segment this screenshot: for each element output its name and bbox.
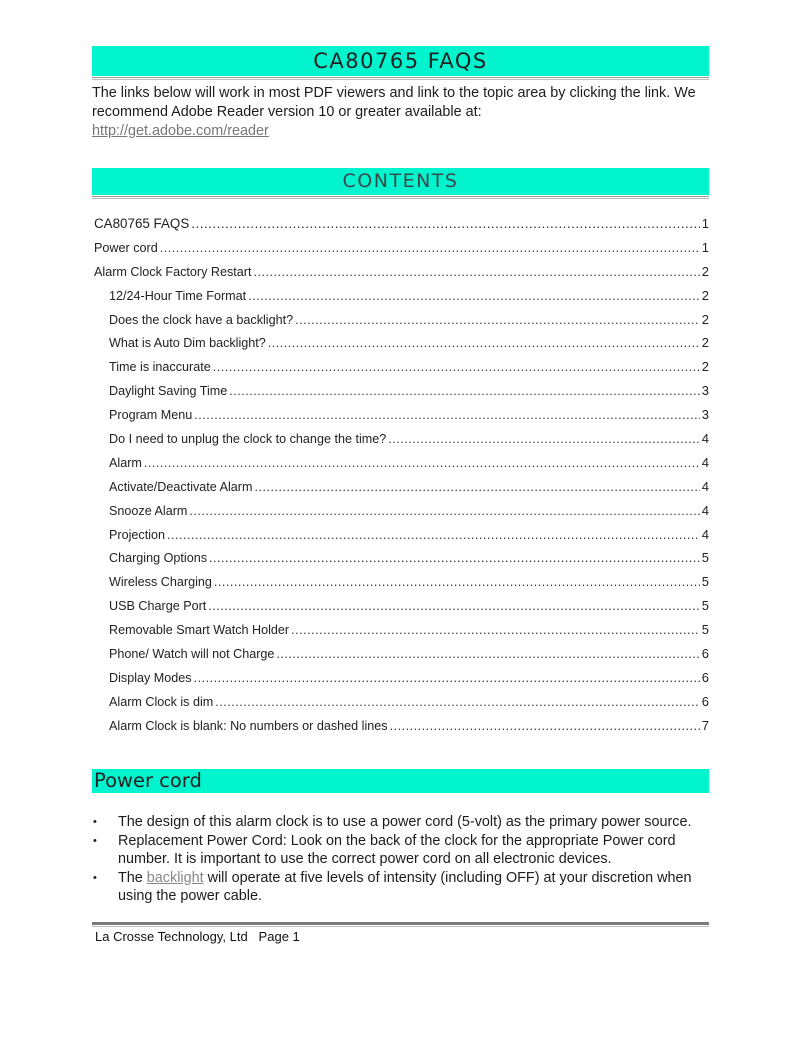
bullet-text: Replacement Power Cord: Look on the back of the clock for the appropriate Power cord number. It is important to use the correct power cord on all electronic devices.: [118, 832, 676, 867]
toc-entry[interactable]: [92, 264, 709, 288]
toc-entry[interactable]: [92, 622, 709, 646]
toc-leader-dots: [189, 504, 699, 518]
table-of-contents: [92, 216, 709, 742]
toc-entry[interactable]: [92, 646, 709, 670]
toc-entry-page[interactable]: 2: [701, 263, 709, 279]
toc-entry-page[interactable]: 4: [701, 478, 709, 494]
toc-entry-label[interactable]: Snooze Alarm: [109, 503, 188, 518]
toc-entry[interactable]: [92, 479, 709, 503]
toc-entry[interactable]: [92, 574, 709, 598]
toc-leader-dots: [253, 265, 699, 279]
toc-leader-dots: [191, 216, 699, 231]
toc-entry[interactable]: [92, 550, 709, 574]
toc-entry-label[interactable]: Does the clock have a backlight?: [109, 312, 294, 327]
bullet-icon: •: [93, 815, 97, 828]
toc-leader-dots: [276, 647, 699, 661]
toc-leader-dots: [255, 480, 700, 494]
toc-entry-label[interactable]: USB Charge Port: [109, 599, 207, 614]
toc-entry-page[interactable]: 1: [701, 216, 709, 231]
toc-entry[interactable]: [92, 455, 709, 479]
toc-leader-dots: [268, 336, 700, 350]
toc-leader-dots: [167, 528, 700, 542]
toc-entry-page[interactable]: 2: [701, 311, 709, 327]
toc-entry[interactable]: [92, 431, 709, 455]
toc-entry[interactable]: [92, 503, 709, 527]
toc-entry-label[interactable]: 12/24-Hour Time Format: [109, 288, 247, 303]
toc-entry[interactable]: [92, 694, 709, 718]
power-cord-list: [92, 813, 709, 905]
toc-entry-page[interactable]: 4: [701, 431, 709, 447]
toc-entry-page[interactable]: 5: [701, 550, 709, 566]
toc-leader-dots: [291, 623, 700, 637]
toc-entry[interactable]: [92, 527, 709, 551]
toc-leader-dots: [209, 551, 700, 565]
title-divider-secondary: [92, 79, 709, 80]
toc-leader-dots: [295, 313, 700, 327]
bullet-text: The design of this alarm clock is to use a power cord (5-volt) as the primary power source.: [118, 813, 692, 830]
toc-entry-page[interactable]: 6: [701, 693, 709, 709]
toc-leader-dots: [160, 241, 700, 255]
toc-entry-page[interactable]: 1: [701, 239, 709, 255]
intro-paragraph: [92, 84, 709, 141]
toc-entry[interactable]: [92, 312, 709, 336]
toc-entry[interactable]: [92, 598, 709, 622]
toc-entry-page[interactable]: 5: [701, 598, 709, 614]
page-content: [92, 46, 709, 906]
toc-entry-label[interactable]: Alarm: [109, 455, 142, 470]
toc-entry-label[interactable]: Projection: [109, 527, 166, 542]
toc-entry-page[interactable]: 6: [701, 669, 709, 685]
toc-entry-label[interactable]: CA80765 FAQS: [94, 216, 190, 231]
footer-divider-secondary: [92, 926, 709, 927]
contents-heading: CONTENTS: [92, 168, 709, 195]
bullet-text-post: will operate at five levels of intensity (including OFF) at your discretion when using the power cable.: [118, 869, 692, 904]
toc-leader-dots: [215, 695, 700, 709]
toc-entry-label[interactable]: What is Auto Dim backlight?: [109, 336, 266, 351]
toc-entry-label[interactable]: Program Menu: [109, 408, 193, 423]
toc-entry-label[interactable]: Alarm Clock is dim: [109, 694, 214, 709]
toc-entry-page[interactable]: 3: [701, 407, 709, 423]
toc-entry-page[interactable]: 4: [701, 526, 709, 542]
toc-entry-page[interactable]: 6: [701, 646, 709, 662]
toc-entry-page[interactable]: 2: [701, 335, 709, 351]
toc-entry-page[interactable]: 7: [701, 717, 709, 733]
footer-divider: [92, 922, 709, 925]
toc-entry-page[interactable]: 4: [701, 454, 709, 470]
toc-leader-dots: [229, 384, 699, 398]
toc-entry-page[interactable]: 5: [701, 574, 709, 590]
toc-entry[interactable]: [92, 383, 709, 407]
toc-leader-dots: [194, 408, 699, 422]
toc-entry-page[interactable]: 2: [701, 359, 709, 375]
toc-entry-label[interactable]: Time is inaccurate: [109, 360, 211, 375]
toc-entry[interactable]: [92, 335, 709, 359]
power-cord-heading: Power cord: [92, 769, 709, 793]
adobe-reader-link[interactable]: http://get.adobe.com/reader: [92, 123, 269, 139]
toc-entry-label[interactable]: Do I need to unplug the clock to change the time?: [109, 432, 387, 447]
toc-leader-dots: [248, 289, 700, 303]
toc-entry[interactable]: [92, 359, 709, 383]
contents-divider: [92, 196, 709, 197]
toc-entry-label[interactable]: Activate/Deactivate Alarm: [109, 479, 253, 494]
toc-entry-page[interactable]: 3: [701, 383, 709, 399]
toc-entry-label[interactable]: Alarm Clock is blank: No numbers or dashed lines: [109, 718, 388, 733]
toc-leader-dots: [214, 575, 700, 589]
toc-leader-dots: [144, 456, 700, 470]
bullet-text-pre: The: [118, 869, 147, 886]
contents-divider-secondary: [92, 198, 709, 199]
toc-entry-page[interactable]: 5: [701, 622, 709, 638]
toc-leader-dots: [208, 599, 699, 613]
toc-entry-label[interactable]: Removable Smart Watch Holder: [109, 623, 290, 638]
toc-entry-label[interactable]: Wireless Charging: [109, 575, 212, 590]
toc-entry[interactable]: [92, 407, 709, 431]
toc-entry[interactable]: [92, 670, 709, 694]
list-item: [92, 832, 698, 868]
page-footer: La Crosse Technology, Ltd Page 1: [95, 929, 300, 944]
toc-entry[interactable]: [92, 288, 709, 312]
toc-entry[interactable]: [92, 718, 709, 742]
toc-entry-label[interactable]: Charging Options: [109, 551, 208, 566]
toc-leader-dots: [388, 432, 700, 446]
bullet-icon: •: [93, 871, 97, 884]
toc-entry-label[interactable]: Alarm Clock Factory Restart: [94, 264, 252, 279]
intro-text: The links below will work in most PDF viewers and link to the topic area by clicking the link. We recommend Adobe Reader version 10 or greater available at:: [92, 85, 696, 120]
toc-entry[interactable]: [92, 216, 709, 240]
toc-entry-label[interactable]: Phone/ Watch will not Charge: [109, 647, 275, 662]
list-item: [92, 813, 698, 831]
toc-entry[interactable]: [92, 240, 709, 264]
toc-entry-label[interactable]: Power cord: [94, 240, 158, 255]
toc-entry-page[interactable]: 4: [701, 502, 709, 518]
list-item: [92, 869, 698, 905]
toc-leader-dots: [213, 360, 700, 374]
page-title: CA80765 FAQS: [92, 46, 709, 76]
backlight-link[interactable]: backlight: [146, 869, 204, 886]
toc-entry-label[interactable]: Display Modes: [109, 670, 192, 685]
bullet-icon: •: [93, 834, 97, 847]
title-divider: [92, 77, 709, 78]
toc-entry-label[interactable]: Daylight Saving Time: [109, 384, 228, 399]
toc-leader-dots: [390, 719, 700, 733]
toc-leader-dots: [194, 671, 700, 685]
toc-entry-page[interactable]: 2: [701, 287, 709, 303]
